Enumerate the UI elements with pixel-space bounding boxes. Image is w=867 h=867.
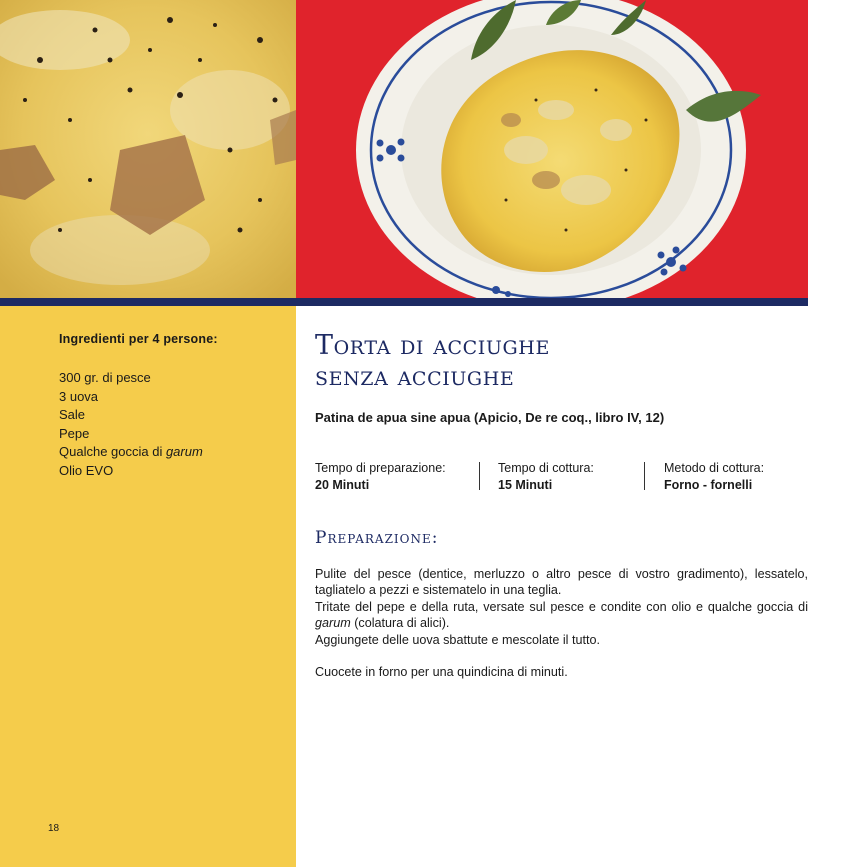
ingredient-item: Pepe (59, 425, 90, 441)
cook-time-value: 15 Minuti (498, 478, 553, 492)
preparation-garum: garum (315, 616, 351, 631)
recipe-title (315, 330, 550, 392)
plated-omelette-photo (296, 0, 808, 298)
ingredient-item: 3 uova (59, 388, 99, 404)
meta-separator (479, 462, 480, 490)
ingredient-item-text: Qualche goccia di (59, 444, 166, 460)
preparation-heading: Preparazione: (315, 528, 439, 548)
prep-time (315, 460, 446, 494)
cook-time-label: Tempo di cottura: (498, 461, 594, 475)
preparation-paragraph: Pulite del pesce (dentice, merluzzo o altro pesce di vostro gradimento), lessatelo, tagliatelo a pezzi e sistematelo in una teglia. (315, 567, 808, 598)
preparation-paragraph: Cuocete in forno per una quindicina di minuti. (315, 665, 568, 680)
ingredient-item: Sale (59, 407, 86, 423)
latin-subtitle: Patina de apua sine apua (Apicio, De re coq., libro IV, 12) (315, 410, 665, 425)
cooking-method (664, 460, 764, 494)
preparation-paragraph (315, 599, 808, 632)
preparation-paragraph: Aggiungete delle uova sbattute e mescolate il tutto. (315, 632, 600, 647)
cook-time (498, 460, 594, 494)
preparation-text: (colatura di alici). (350, 616, 450, 631)
cooking-method-value: Forno - fornelli (664, 478, 753, 492)
ingredients-title: Ingredienti per 4 persone: (59, 332, 218, 346)
ingredients-list (59, 369, 203, 481)
preparation-body (315, 566, 808, 680)
ingredient-item: Olio EVO (59, 462, 114, 478)
ingredient-item (59, 443, 203, 462)
page-number: 18 (48, 823, 60, 834)
preparation-text: Tritate del pepe e della ruta, versate sul pesce e condite con olio e qualche goccia di (315, 599, 808, 614)
prep-time-label: Tempo di preparazione: (315, 461, 446, 475)
recipe-title-line1: Torta di acciughe (315, 330, 550, 361)
ingredient-garum: garum (165, 444, 203, 460)
recipe-title-line2: senza acciughe (315, 361, 515, 392)
meta-separator (644, 462, 645, 490)
ingredient-item: 300 gr. di pesce (59, 370, 151, 385)
omelette-closeup-photo (0, 0, 296, 298)
cooking-method-label: Metodo di cottura: (664, 461, 765, 475)
prep-time-value: 20 Minuti (315, 478, 370, 492)
header-divider (0, 298, 808, 306)
